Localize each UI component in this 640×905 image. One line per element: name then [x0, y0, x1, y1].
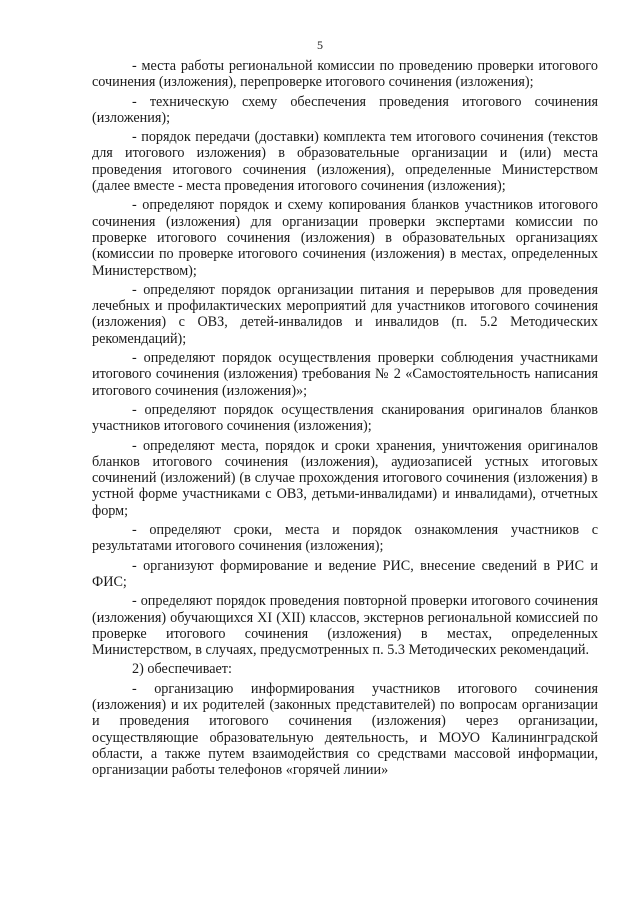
paragraph: - определяют порядок проведения повторной проверки итогового сочинения (изложения) обучающихся XI (XII) классов, экстернов региональной комиссией по проверке итогового сочинения (изложения) в местах, определенных Министерством, в случаях, предусмотренных п. 5.3 Методических рекомендаций.	[92, 593, 598, 659]
paragraph: - места работы региональной комиссии по проведению проверки итогового сочинения (изложения), перепроверке итогового сочинения (изложения);	[92, 58, 598, 91]
paragraph: - определяют места, порядок и сроки хранения, уничтожения оригиналов бланков итогового сочинения (изложения), аудиозаписей устных итоговых сочинений (изложений) (в случае прохождения итогового сочинения (изложения) в устной форме участниками с ОВЗ, детьми-инвалидами) и инвалидами), отчетных форм;	[92, 437, 598, 519]
document-body	[92, 58, 598, 781]
paragraph: - организацию информирования участников итогового сочинения (изложения) и их родителей (законных представителей) по вопросам организации и проведения итогового сочинения (изложения) через организации, осуществляющие образовательную деятельность, и МОУО Калининградской области, а также путем взаимодействия со средствами массовой информации, организации работы телефонов «горячей линии»	[92, 680, 598, 779]
page-number: 5	[317, 38, 323, 52]
paragraph: - определяют порядок осуществления сканирования оригиналов бланков участников итогового сочинения (изложения);	[92, 401, 598, 435]
paragraph: - определяют порядок осуществления проверки соблюдения участниками итогового сочинения (изложения) требования № 2 «Самостоятельность написания итогового сочинения (изложения)»;	[92, 350, 598, 399]
paragraph: - определяют сроки, места и порядок ознакомления участников с результатами итогового сочинения (изложения);	[92, 522, 598, 555]
section-heading: 2) обеспечивает:	[132, 661, 232, 678]
paragraph: - порядок передачи (доставки) комплекта тем итогового сочинения (текстов для итогового изложения) в образовательные организации и (или) места проведения итогового сочинения (изложения), определенные Министерством (далее вместе - места проведения итогового сочинения (изложения);	[92, 129, 598, 195]
paragraph: - организуют формирование и ведение РИС, внесение сведений в РИС и ФИС;	[92, 557, 598, 590]
paragraph: - техническую схему обеспечения проведения итогового сочинения (изложения);	[92, 93, 598, 126]
paragraph: - определяют порядок организации питания и перерывов для проведения лечебных и профилактических мероприятий для участников итогового сочинения (изложения) с ОВЗ, детей-инвалидов и инвалидов (п. 5.2 Методических рекомендаций);	[92, 281, 598, 347]
paragraph: - определяют порядок и схему копирования бланков участников итогового сочинения (изложения) для организации проверки экспертами комиссии по проверке итогового сочинения (изложения) в образовательных организациях (комиссии по проверке итогового сочинения (изложения) в местах, определенных Министерством);	[92, 197, 598, 279]
